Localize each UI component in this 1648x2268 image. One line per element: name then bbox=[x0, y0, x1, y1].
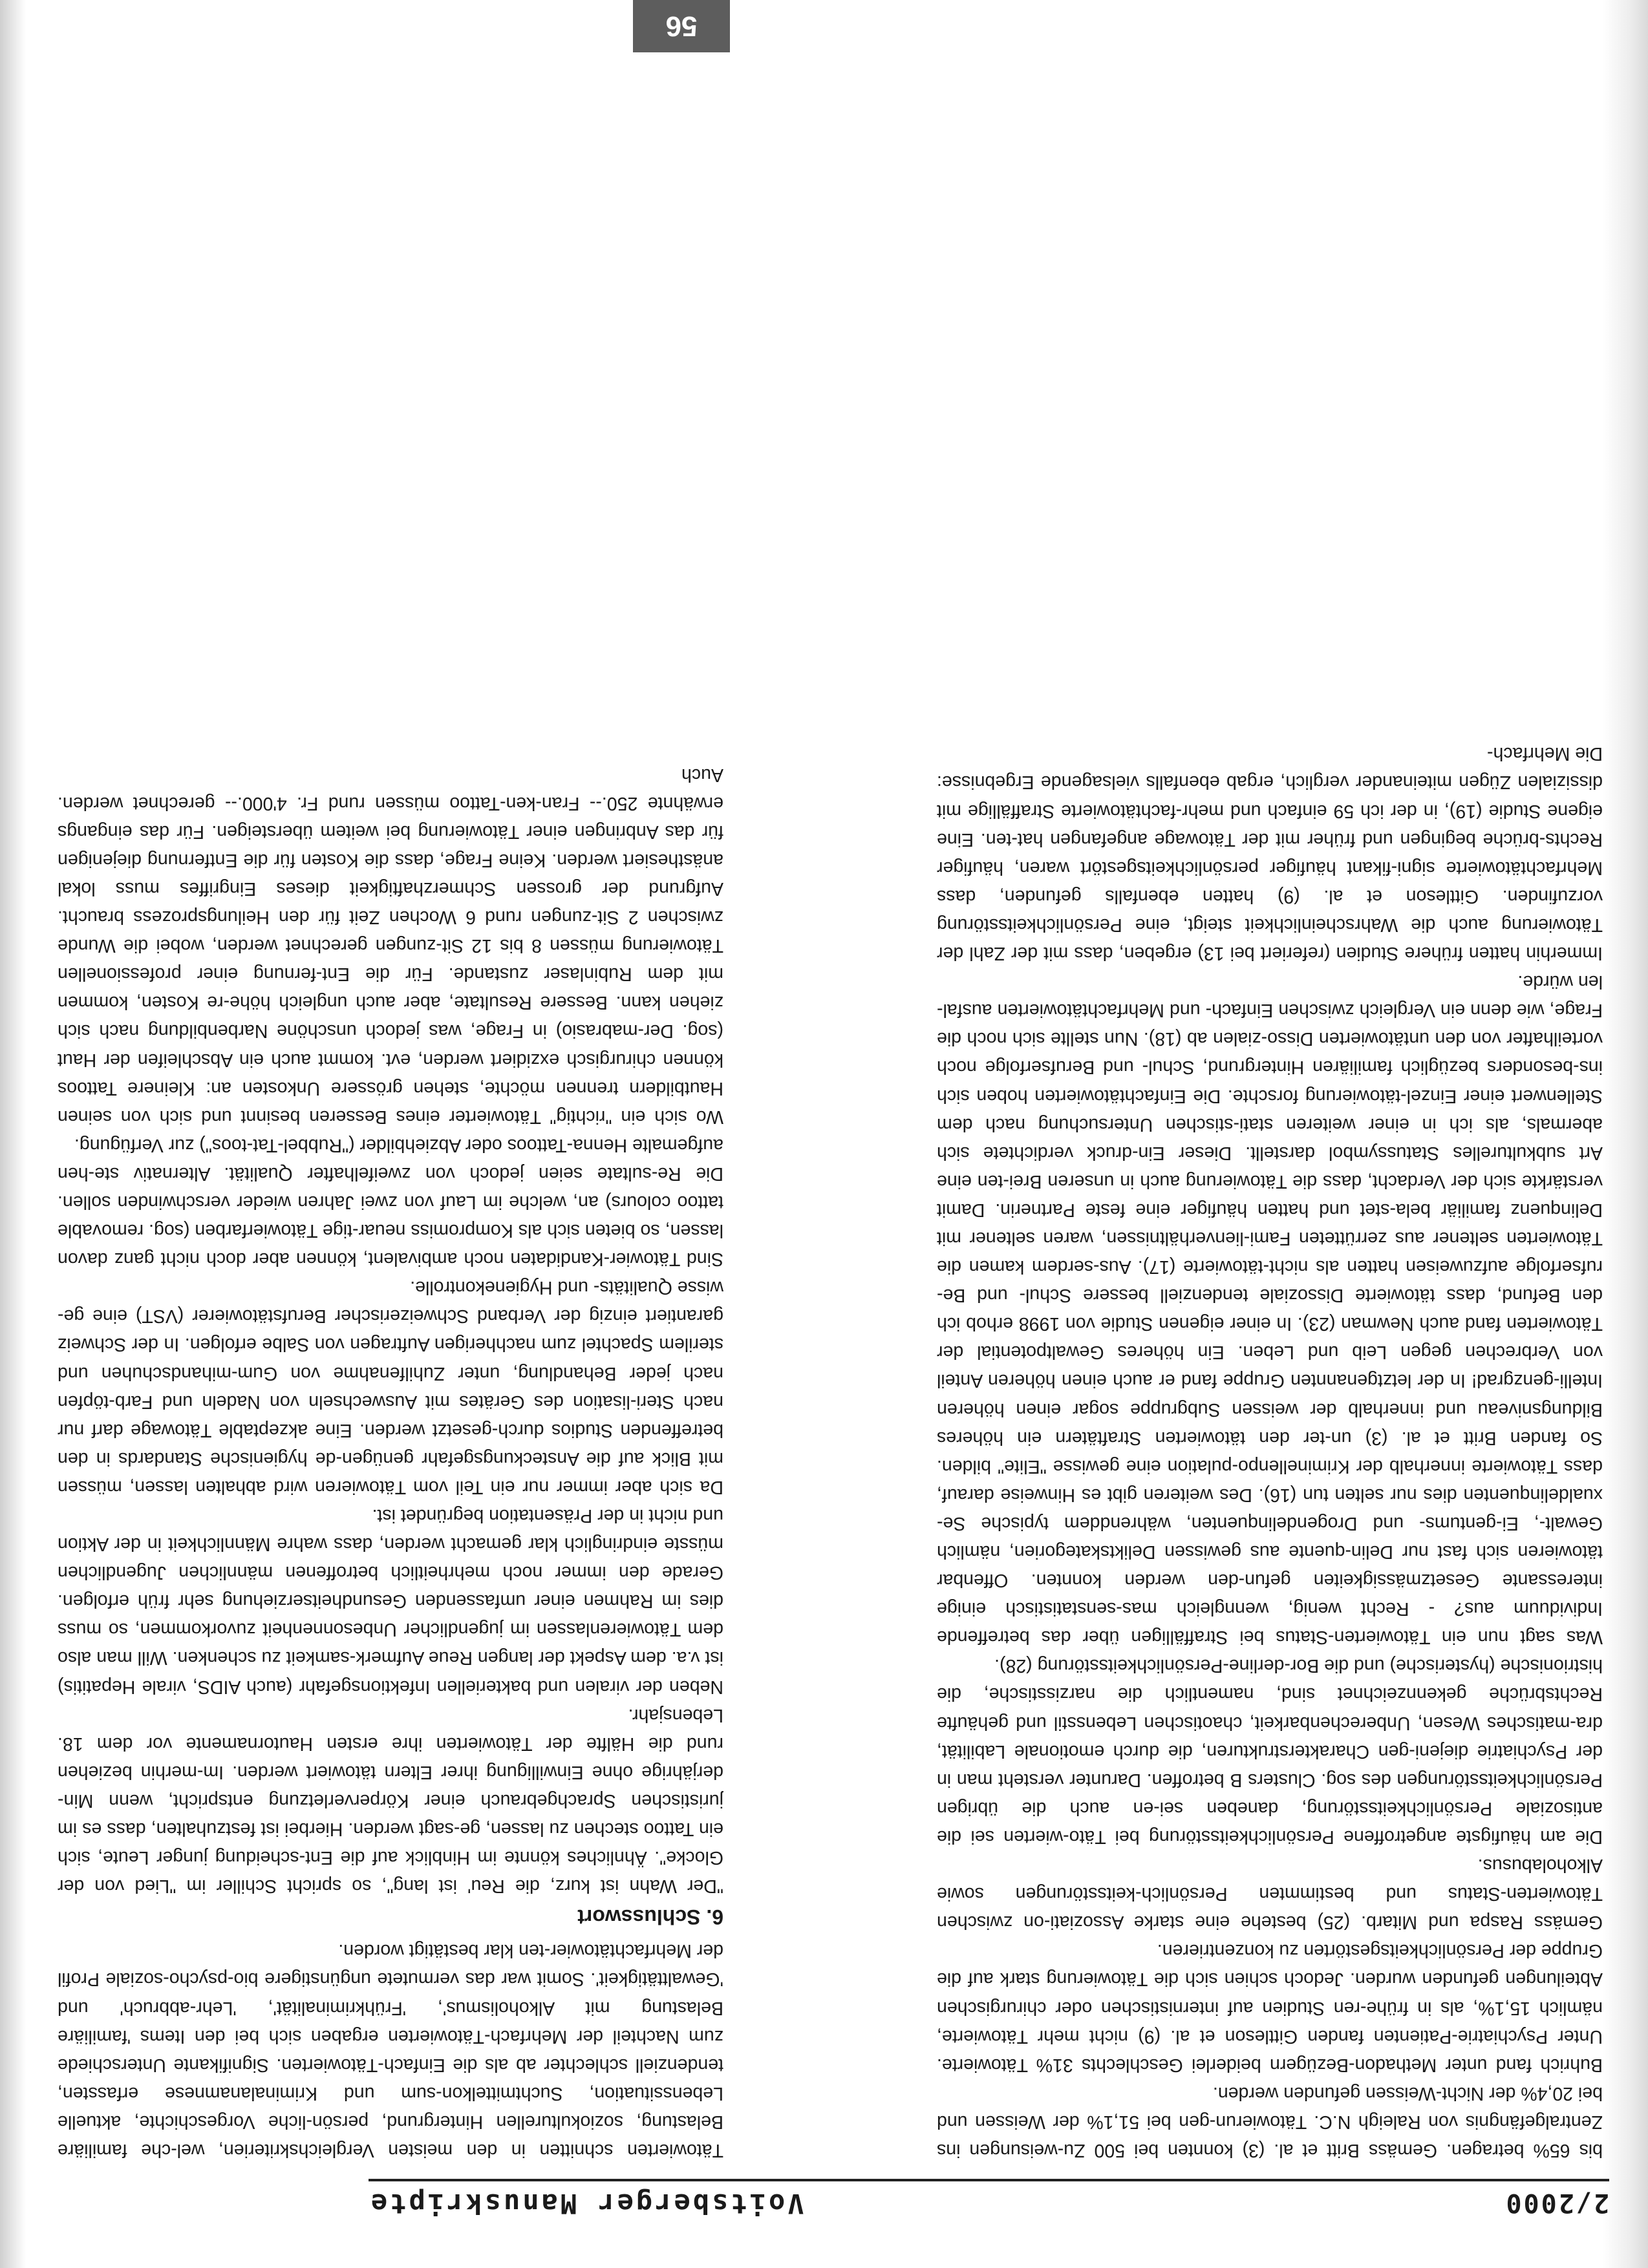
running-head bbox=[369, 2179, 1609, 2223]
paragraph: Immerhin hatten frühere Studien (referiert bei 13) ergeben, dass mit der Zahl der Tätowierung auch die Wahrscheinlichkeit steigt, eine Persönlichkeitsstörung vorzufinden. Gittleson et al. (9) hatten ebenfalls gefunden, dass Mehrfachtätowierte signi-fikant häufiger persönlichkeitsgestört waren, häufiger Rechts-brüche begingen und früher mit der Tätowage angefangen hat-ten. Eine eigene Studie (19), in der ich 59 einfach und mehr-fachtätowierte Straffällige mit dissizialen Zügen miteinander verglich, ergab ebenfalls vielsagende Ergebnisse: Die Mehrfach- bbox=[937, 743, 1603, 964]
paragraph: Neben der viralen und bakteriellen Infektionsgefahr (auch AIDS, virale Hepatitis) ist v.a. dem Aspekt der langen Reue Aufmerk-samkeit zu schenken. Will man also dem Tätowierenlassen im jugendlicher Unbesonnenheit zuvorkommen, so muss dies im Rahmen einer umfassenden Gesundheitserziehung sehr früh erfolgen. Gerade den immer noch mehrheitlich betroffenen männlichen Jugendlichen müsste eindringlich klar gemacht werden, dass wahre Männlichkeit in der Aktion und nicht in der Präsentation begründet ist. bbox=[58, 1505, 723, 1697]
paragraph: bis 65% betragen. Gemäss Britt et al. (3) konnten bei 500 Zu-weisungen ins Zentralgefängnis von Raleigh N.C. Tätowierun-gen bei 51,1% der Weissen und bei 20,4% der Nicht-Weissen gefunden werden. bbox=[937, 2083, 1603, 2161]
paragraph: "Der Wahn ist kurz, die Reu' ist lang", so spricht Schiller im "Lied von der Glocke". Ähnliches könnte im Hinblick auf die Ent-scheidung junger Leute, sich ein Tattoo stechen zu lassen, ge-sagt werden. Hierbei ist festzuhalten, dass es im juristischen Sprachgebrauch einer Körperverletzung entspricht, wenn Min-derjährige ohne Einwilligung ihrer Eltern tätowiert werden. Im-merhin beziehen rund die Hälfte der Tätowierten ihre ersten Hautornamente vor dem 18. Lebensjahr. bbox=[58, 1704, 723, 1897]
paragraph: Gemäss Raspa und Mitarb. (25) bestehe eine starke Assoziati-on zwischen Tätowierten-Status und bestimmten Persönlich-keitsstörungen sowie Alkoholabusus. bbox=[937, 1855, 1603, 1933]
page-edge-shadow bbox=[0, 0, 26, 2268]
paragraph: Tätowierten schnitten in den meisten Vergleichskriterien, wel-che familiäre Belastung, soziokulturellen Hintergrund, persön-liche Vorgeschichte, aktuelle Lebenssituation, Suchtmittelkon-sum und Kriminalanamnese erfassten, tendenziell schlechter ab als die Einfach-Tätowierten. Signifikante Unterschiede zum Nachteil der Mehrfach-Tätowierten ergaben sich bei den Items 'familiäre Belastung mit Alkoholismus', 'Frühkriminalität', 'Lehr-abbruch' und 'Gewalttätigkeit'. Somit war das vermutete ungünstigere bio-psycho-soziale Profil der Mehrfachtätowier-ten klar bestätigt worden. bbox=[58, 1940, 723, 2161]
paragraph: Was sagt nun ein Tätowierten-Status bei Straffälligen über das betreffende Individuum aus? - Recht wenig, wenngleich mas-senstatistisch einige interessante Gesetzmässigkeiten gefun-den werden konnten. Offenbar tätowieren sich fast nur Delin-quente aus gewissen Deliktskategorien, nämlich Gewalt-, Ei-gentums- und Drogendelinquenten, währenddem typische Se-xualdelinquenten dies nur selten tun (16). Des weiteren gibt es Hinweise darauf, dass Tätowierte innerhalb der Kriminellenpo-pulation eine gewisse "Elite" bilden. So fanden Britt et al. (3) un-ter den tätowierten Straftätern ein höheres Bildungsniveau und innerhalb der weissen Subgruppe sogar einen höheren Intelli-genzgrad! In der letztgenannten Gruppe fand er auch einen höheren Anteil von Verbrechen gegen Leib und Leben. Ein höheres Gewaltpotential der Tätowierten fand auch Newman (23). In einer eigenen Studie von 1998 erhob ich den Befund, dass tätowierte Dissoziale tendenziell bessere Schul- und Be-rufserfolge aufzuweisen hatten als nicht-tätowierte (17). Aus-serdem kamen die Tätowierten seltener aus zerrütteten Fami-lienverhältnissen, waren seltener mit Delinquenz familiär bela-stet und hatten häufiger eine feste Partnerin. Damit verstärkte sich der Verdacht, dass die Tätowierung auch in unseren Brei-ten eine Art subkulturelles Statussymbol darstellt. Dieser Ein-druck verdichtete sich abermals, als ich in einer weiteren stati-stischen Untersuchung nach dem Stellenwert einer Einzel-tätowierung forschte. Die Einfachtätowierten hoben sich ins-besonders bezüglich familiären Hintergrund, Schul- und Berufserfolge noch vorteilhafter von den untätowierten Disso-zialen ab (18). Nun stellte sich noch die Frage, wie denn ein Vergleich zwischen Einfach- und Mehrfachtätowierten ausfal-len würde. bbox=[937, 971, 1603, 1648]
paragraph: Sind Tätowier-Kandidaten noch ambivalent, können aber doch nicht ganz davon lassen, so bieten sich als Kompromiss neuar-tige Tätowierfarben (sog. removable tattoo colours) an, welche im Lauf von zwei Jahren wieder verschwinden sollen. Die Re-sultate seien jedoch von zweifelhafter Qualität. Alternativ ste-hen aufgemalte Henna-Tattoos oder Abziehbilder ("Rubbel-Tat-toos") zur Verfügung. bbox=[58, 1134, 723, 1270]
right-column bbox=[58, 109, 723, 2165]
page-gutter-shadow bbox=[1603, 0, 1648, 2268]
paragraph: Wo sich ein "richtig" Tätowierter eines Besseren besinnt und sich von seinen Hautbildern trennen möchte, stehen grössere Unkosten an: Kleinere Tattoos können chirurgisch exzidiert werden, evt. kommt auch ein Abschleifen der Haut (sog. Der-mabrasio) in Frage, was jedoch unschöne Narbenbildung nach sich ziehen kann. Bessere Resultate, aber auch ungleich höhe-re Kosten, kommen mit dem Rubinlaser zustande. Für die Ent-fernung einer professionellen Tätowierung müssen 8 bis 12 Sit-zungen gerechnet werden, wobei die Wunde zwischen 2 Sit-zungen rund 6 Wochen Zeit für den Heilungsprozess braucht. Aufgrund der grossen Schmerzhaftigkeit dieses Eingriffes muss lokal anästhesiert werden. Keine Frage, dass die Kosten für die Entfernung diejenigen für das Anbringen einer Tätowierung bei weitem übersteigen. Für das eingangs erwähnte 250.-- Fran-ken-Tattoo müssen rund Fr. 4'000.-- gerechnet werden. Auch bbox=[58, 764, 723, 1127]
section-heading: 6. Schlusswort bbox=[577, 1905, 723, 1929]
issue-number: 2/2000 bbox=[1504, 2188, 1609, 2218]
journal-title: Voitsberger Manuskripte bbox=[369, 2188, 804, 2220]
paragraph: Buhrich fand unter Methadon-Bezügern beiderlei Geschlechts 31% Tätowierte. Unter Psychiatrie-Patienten fanden Gittleson et al. (9) nicht mehr Tätowierte, nämlich 15,1%, als in frühe-ren Studien auf internistischen oder chirurgischen Abteilungen gefunden wurden. Jedoch schien sich die Tätowierung stark auf die Gruppe der Persönlichkeitsgestörten zu konzentrieren. bbox=[937, 1940, 1603, 2075]
paragraph: Da sich aber immer nur ein Teil vom Tätowieren wird abhalten lassen, müssen mit Blick auf die Ansteckungsgefahr genügen-de hygienische Standards in den betreffenden Studios durch-gesetzt werden. Eine akzeptable Tätowage darf nur nach Steri-lisation des Gerätes mit Auswechseln von Nadeln und Farb-töpfen nach jeder Behandlung, unter Zuhilfenahme von Gum-mihandschuhen und sterilem Spachtel zum nachherigen Auftragen von Salbe erfolgen. In der Schweiz garantiert einzig der Verband Schweizerischer Berufstätowierer (VST) eine ge-wisse Qualitäts- und Hygienekontrolle. bbox=[58, 1277, 723, 1498]
paragraph: Die am häufigste angetroffene Persönlichkeitsstörung bei Täto-wierten sei die antisoziale Persönlichkeitsstörung, daneben sei-en auch die übrigen Persönlichkeitsstörungen des sog. Clusters B betroffen. Darunter versteht man in der Psychiatrie diejeni-gen Charakterstrukturen, die durch emotionale Labilität, dra-matisches Wesen, Unberechenbarkeit, chaotischen Lebensstil und gehäufte Rechtsbrüche gekennzeichnet sind, namentlich die narzisstische, die histrionische (hysterische) und die Bor-derline-Persönlichkeitsstörung (28). bbox=[937, 1655, 1603, 1847]
left-column bbox=[937, 109, 1603, 2165]
page-number: 56 bbox=[633, 0, 730, 52]
